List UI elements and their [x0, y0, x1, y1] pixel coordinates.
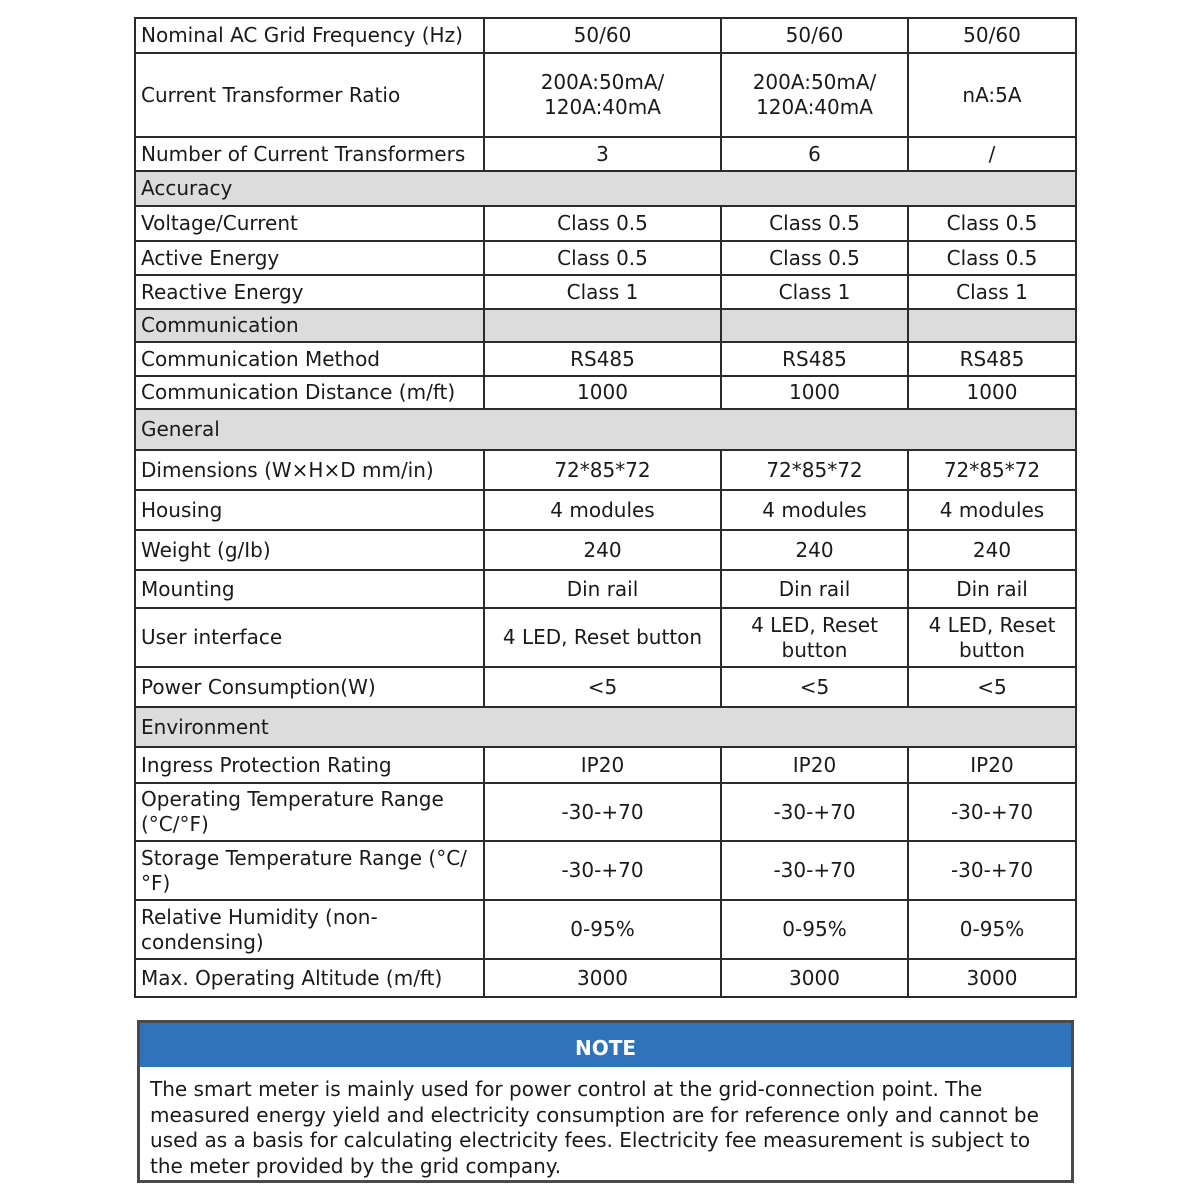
- value-cell: nA:5A: [908, 53, 1076, 137]
- value-cell: 240: [908, 530, 1076, 570]
- note-box: [137, 1020, 1074, 1183]
- row-label: Storage Temperature Range (°C/°F): [135, 841, 484, 900]
- value-cell: <5: [908, 667, 1076, 707]
- value-cell: 4 LED, Reset button: [908, 608, 1076, 667]
- value-cell: 1000: [484, 376, 721, 409]
- row-label: Max. Operating Altitude (m/ft): [135, 959, 484, 997]
- section-header: Accuracy: [135, 171, 1076, 206]
- value-cell: 4 modules: [908, 490, 1076, 530]
- value-cell: Din rail: [721, 570, 908, 608]
- value-cell: 50/60: [721, 18, 908, 53]
- spec-table: [134, 17, 1077, 998]
- table-row: [135, 608, 1076, 667]
- value-cell: 3000: [908, 959, 1076, 997]
- section-empty-cell: [721, 309, 908, 342]
- value-cell: -30-+70: [908, 783, 1076, 841]
- row-label: Weight (g/Ib): [135, 530, 484, 570]
- row-label: Voltage/Current: [135, 206, 484, 241]
- section-empty-cell: [484, 309, 721, 342]
- value-cell: RS485: [908, 342, 1076, 376]
- value-cell: IP20: [721, 747, 908, 783]
- value-cell: 1000: [721, 376, 908, 409]
- value-cell: 72*85*72: [721, 450, 908, 490]
- value-cell: 3000: [721, 959, 908, 997]
- row-label: Nominal AC Grid Frequency (Hz): [135, 18, 484, 53]
- value-cell: IP20: [908, 747, 1076, 783]
- row-label: Dimensions (W×H×D mm/in): [135, 450, 484, 490]
- section-row: [135, 171, 1076, 206]
- row-label: Communication Method: [135, 342, 484, 376]
- value-cell: -30-+70: [721, 783, 908, 841]
- table-row: [135, 342, 1076, 376]
- table-row: [135, 570, 1076, 608]
- value-cell: 50/60: [908, 18, 1076, 53]
- table-row: [135, 137, 1076, 171]
- value-cell: Class 1: [721, 275, 908, 309]
- row-label: User interface: [135, 608, 484, 667]
- spec-table-body: [135, 18, 1076, 997]
- row-label: Communication Distance (m/ft): [135, 376, 484, 409]
- value-cell: Class 0.5: [908, 241, 1076, 275]
- row-label: Operating Temperature Range (°C/°F): [135, 783, 484, 841]
- value-cell: Class 0.5: [721, 241, 908, 275]
- table-row: [135, 450, 1076, 490]
- row-label: Number of Current Transformers: [135, 137, 484, 171]
- value-cell: 4 modules: [484, 490, 721, 530]
- table-row: [135, 241, 1076, 275]
- value-cell: -30-+70: [908, 841, 1076, 900]
- table-row: [135, 18, 1076, 53]
- value-cell: /: [908, 137, 1076, 171]
- value-cell: Din rail: [908, 570, 1076, 608]
- value-cell: 3: [484, 137, 721, 171]
- table-row: [135, 376, 1076, 409]
- value-cell: <5: [721, 667, 908, 707]
- section-header: Communication: [135, 309, 484, 342]
- value-cell: 4 LED, Reset button: [484, 608, 721, 667]
- value-cell: <5: [484, 667, 721, 707]
- section-empty-cell: [908, 309, 1076, 342]
- table-row: [135, 490, 1076, 530]
- value-cell: 6: [721, 137, 908, 171]
- value-cell: -30-+70: [484, 783, 721, 841]
- value-cell: 200A:50mA/ 120A:40mA: [484, 53, 721, 137]
- value-cell: 200A:50mA/ 120A:40mA: [721, 53, 908, 137]
- value-cell: 4 modules: [721, 490, 908, 530]
- value-cell: IP20: [484, 747, 721, 783]
- table-row: [135, 841, 1076, 900]
- table-row: [135, 900, 1076, 959]
- table-row: [135, 667, 1076, 707]
- value-cell: 50/60: [484, 18, 721, 53]
- row-label: Active Energy: [135, 241, 484, 275]
- value-cell: -30-+70: [484, 841, 721, 900]
- table-row: [135, 783, 1076, 841]
- value-cell: 240: [484, 530, 721, 570]
- note-title: NOTE: [140, 1023, 1071, 1067]
- table-row: [135, 959, 1076, 997]
- row-label: Housing: [135, 490, 484, 530]
- value-cell: RS485: [484, 342, 721, 376]
- value-cell: Class 0.5: [484, 206, 721, 241]
- value-cell: 3000: [484, 959, 721, 997]
- note-text: The smart meter is mainly used for power control at the grid-connection point. The measured energy yield and electricity consumption are for reference only and cannot be used as a basis for calculating electricity fees. Electricity fee measurement is subject to the meter provided by the grid company.: [150, 1077, 1039, 1178]
- value-cell: Class 1: [484, 275, 721, 309]
- table-row: [135, 206, 1076, 241]
- section-header: Environment: [135, 707, 1076, 747]
- table-row: [135, 530, 1076, 570]
- value-cell: Din rail: [484, 570, 721, 608]
- section-row: [135, 309, 1076, 342]
- row-label: Relative Humidity (non-condensing): [135, 900, 484, 959]
- row-label: Current Transformer Ratio: [135, 53, 484, 137]
- value-cell: 1000: [908, 376, 1076, 409]
- value-cell: RS485: [721, 342, 908, 376]
- value-cell: 0-95%: [484, 900, 721, 959]
- row-label: Reactive Energy: [135, 275, 484, 309]
- row-label: Mounting: [135, 570, 484, 608]
- table-row: [135, 747, 1076, 783]
- table-row: [135, 275, 1076, 309]
- value-cell: -30-+70: [721, 841, 908, 900]
- value-cell: 72*85*72: [908, 450, 1076, 490]
- value-cell: 4 LED, Reset button: [721, 608, 908, 667]
- value-cell: Class 0.5: [484, 241, 721, 275]
- value-cell: 240: [721, 530, 908, 570]
- value-cell: Class 1: [908, 275, 1076, 309]
- value-cell: Class 0.5: [908, 206, 1076, 241]
- value-cell: Class 0.5: [721, 206, 908, 241]
- row-label: Power Consumption(W): [135, 667, 484, 707]
- table-row: [135, 53, 1076, 137]
- row-label: Ingress Protection Rating: [135, 747, 484, 783]
- section-row: [135, 409, 1076, 450]
- value-cell: 0-95%: [721, 900, 908, 959]
- value-cell: 0-95%: [908, 900, 1076, 959]
- section-row: [135, 707, 1076, 747]
- value-cell: 72*85*72: [484, 450, 721, 490]
- section-header: General: [135, 409, 1076, 450]
